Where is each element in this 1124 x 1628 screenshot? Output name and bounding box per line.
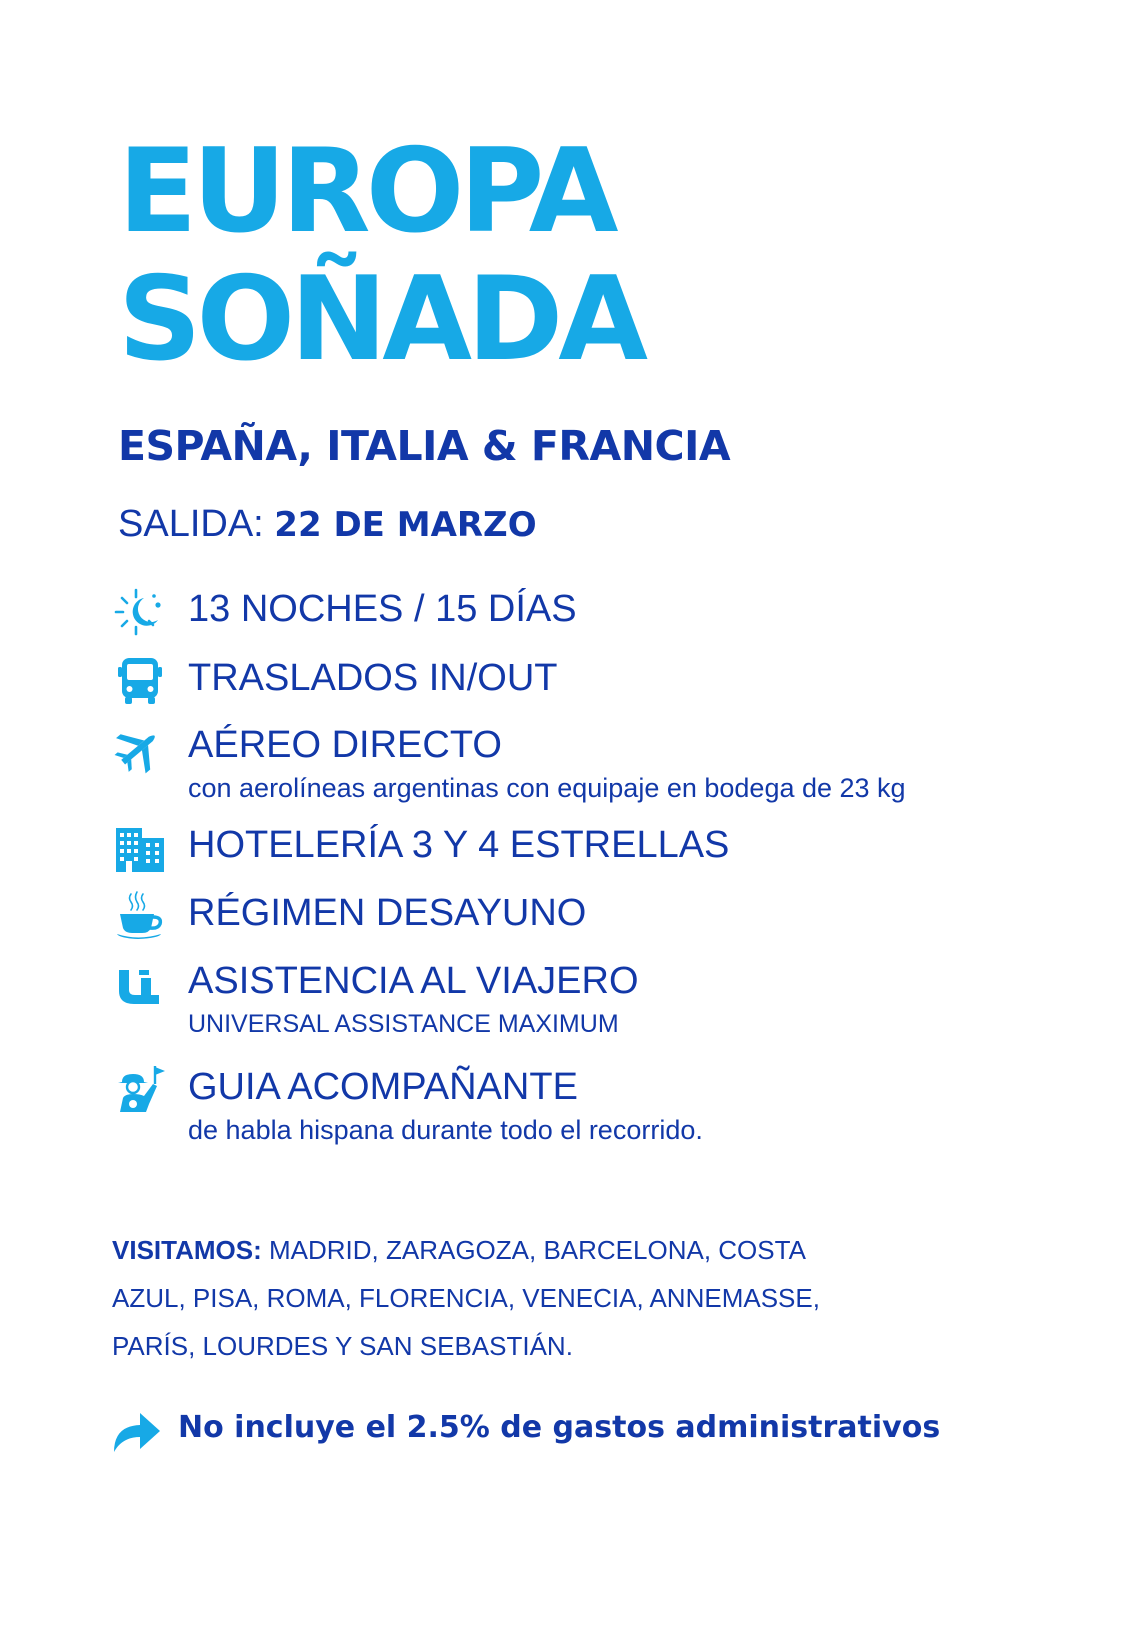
feature-assistance-title: ASISTENCIA AL VIAJERO xyxy=(188,960,639,1002)
destinations-label: VISITAMOS: xyxy=(112,1235,262,1265)
feature-flight-title: AÉREO DIRECTO xyxy=(188,724,502,766)
feature-hotels-title: HOTELERÍA 3 Y 4 ESTRELLAS xyxy=(188,824,730,866)
title-line-1: EUROPA xyxy=(118,124,614,259)
countries-subtitle: ESPAÑA, ITALIA & FRANCIA xyxy=(118,422,731,470)
universal-assistance-logo-icon xyxy=(114,958,166,1010)
title-line-2: SOÑADA xyxy=(118,252,644,387)
destinations-paragraph xyxy=(112,1226,872,1370)
departure-date xyxy=(118,503,537,546)
feature-assistance-detail: UNIVERSAL ASSISTANCE MAXIMUM xyxy=(188,1010,619,1038)
feature-guide-detail: de habla hispana durante todo el recorrido. xyxy=(188,1115,703,1145)
feature-flight-detail: con aerolíneas argentinas con equipaje en bodega de 23 kg xyxy=(188,773,906,803)
airplane-icon xyxy=(114,722,166,774)
departure-value: 22 DE MARZO xyxy=(274,505,537,545)
feature-duration-title: 13 NOCHES / 15 DÍAS xyxy=(188,588,577,630)
tour-guide-icon xyxy=(114,1064,166,1116)
page-title xyxy=(118,124,644,387)
destinations-list: MADRID, ZARAGOZA, BARCELONA, COSTA AZUL, PISA, ROMA, FLORENCIA, VENECIA, ANNEMASSE, PARÍS, LOURDES Y SAN SEBASTIÁN. xyxy=(112,1235,820,1361)
bus-icon xyxy=(114,655,166,707)
departure-label: SALIDA: xyxy=(118,503,264,545)
feature-guide-title: GUIA ACOMPAÑANTE xyxy=(188,1066,578,1108)
sun-moon-icon xyxy=(114,586,166,638)
hotel-icon xyxy=(114,822,166,874)
coffee-cup-icon xyxy=(114,890,166,942)
feature-transfers-title: TRASLADOS IN/OUT xyxy=(188,657,558,699)
arrow-forward-icon xyxy=(112,1408,162,1454)
fees-note-text: No incluye el 2.5% de gastos administrativos xyxy=(178,1410,941,1445)
feature-breakfast-title: RÉGIMEN DESAYUNO xyxy=(188,892,587,934)
